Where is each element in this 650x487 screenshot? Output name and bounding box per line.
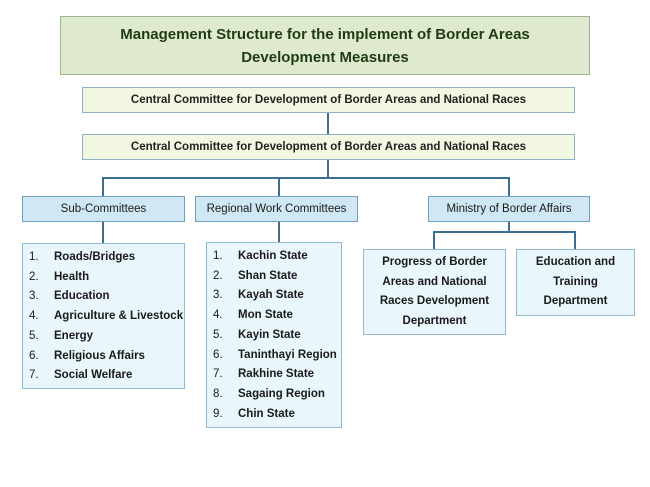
list-item xyxy=(207,247,341,267)
education-training-department-box xyxy=(516,249,635,316)
list-item-label: Taninthayi Region xyxy=(238,348,337,361)
list-item xyxy=(23,287,184,307)
progress-department-line-4: Department xyxy=(402,314,467,327)
list-item-number: 8. xyxy=(213,387,223,400)
connector-sub-to-list xyxy=(102,222,104,243)
ministry-label: Ministry of Border Affairs xyxy=(446,203,572,215)
central-committee-label-1: Central Committee for Development of Border Areas and National Races xyxy=(130,94,527,106)
central-committee-box-1 xyxy=(82,87,575,113)
ministry-box xyxy=(428,196,590,222)
connector-branch-horizontal xyxy=(102,177,509,179)
list-item-label: Kayah State xyxy=(238,289,304,302)
education-department-line-1: Education and xyxy=(535,256,616,269)
list-item-label: Roads/Bridges xyxy=(54,251,136,263)
list-item-number: 4. xyxy=(213,309,223,322)
list-item-number: 6. xyxy=(29,349,39,362)
connector-to-progress-dept xyxy=(433,231,435,249)
connector-central-1-to-2 xyxy=(327,113,329,134)
list-item xyxy=(207,267,341,287)
list-item-number: 3. xyxy=(29,290,39,303)
list-item-number: 5. xyxy=(213,328,223,341)
list-item xyxy=(207,306,341,326)
central-committee-label-2: Central Committee for Development of Border Areas and National Races xyxy=(130,141,527,153)
connector-to-regional-committees xyxy=(278,177,280,196)
list-item xyxy=(207,346,341,366)
list-item-label: Education xyxy=(54,290,110,303)
list-item xyxy=(23,248,184,268)
list-item-label: Chin State xyxy=(238,407,295,420)
central-committee-box-2 xyxy=(82,134,575,160)
list-item xyxy=(23,327,184,347)
list-item-number: 1. xyxy=(29,251,39,263)
list-item xyxy=(207,405,341,425)
list-item-label: Agriculture & Livestock xyxy=(54,310,184,323)
list-item xyxy=(23,347,184,367)
connector-to-education-dept xyxy=(574,231,576,249)
diagram-title-line-1: Management Structure for the implement of Border Areas xyxy=(120,25,530,43)
list-item xyxy=(207,385,341,405)
list-item xyxy=(207,286,341,306)
connector-ministry-horizontal xyxy=(433,231,576,233)
list-item-label: Energy xyxy=(54,329,93,342)
list-item-number: 2. xyxy=(29,270,39,283)
list-item-number: 3. xyxy=(213,289,223,302)
list-item-label: Health xyxy=(54,270,90,283)
list-item-number: 7. xyxy=(29,369,39,382)
list-item-label: Rakhine State xyxy=(238,368,315,381)
list-item-number: 4. xyxy=(29,310,39,323)
list-item-number: 9. xyxy=(213,407,223,420)
list-item-label: Shan State xyxy=(238,269,298,282)
sub-committees-list xyxy=(22,243,185,389)
list-item xyxy=(207,326,341,346)
list-item-number: 1. xyxy=(213,250,223,262)
list-item-label: Kayin State xyxy=(238,328,301,341)
diagram-title-line-2: Development Measures xyxy=(241,48,409,66)
education-department-line-3: Department xyxy=(543,295,608,308)
connector-regional-to-list xyxy=(278,222,280,242)
progress-department-box xyxy=(363,249,506,335)
progress-department-line-1: Progress of Border xyxy=(382,256,487,268)
list-item-label: Social Welfare xyxy=(54,369,133,382)
list-item-number: 5. xyxy=(29,329,39,342)
list-item-label: Kachin State xyxy=(238,250,308,262)
sub-committees-label: Sub-Committees xyxy=(60,203,147,215)
regional-work-committees-label: Regional Work Committees xyxy=(206,203,347,215)
progress-department-line-2: Areas and National xyxy=(382,275,487,288)
list-item xyxy=(23,268,184,288)
connector-to-ministry xyxy=(508,177,510,196)
connector-central-2-down xyxy=(327,160,329,178)
list-item xyxy=(23,307,184,327)
education-department-line-2: Training xyxy=(553,275,598,288)
sub-committees-box xyxy=(22,196,185,222)
list-item xyxy=(23,366,184,386)
list-item-label: Mon State xyxy=(238,309,293,322)
connector-to-sub-committees xyxy=(102,177,104,196)
list-item-number: 6. xyxy=(213,348,223,361)
diagram-title xyxy=(60,16,590,75)
regional-work-committees-box xyxy=(195,196,358,222)
list-item xyxy=(207,365,341,385)
list-item-number: 2. xyxy=(213,269,223,282)
regional-work-committees-list xyxy=(206,242,342,428)
list-item-label: Sagaing Region xyxy=(238,387,325,400)
progress-department-line-3: Races Development xyxy=(379,295,490,307)
list-item-label: Religious Affairs xyxy=(54,349,145,362)
list-item-number: 7. xyxy=(213,368,223,381)
